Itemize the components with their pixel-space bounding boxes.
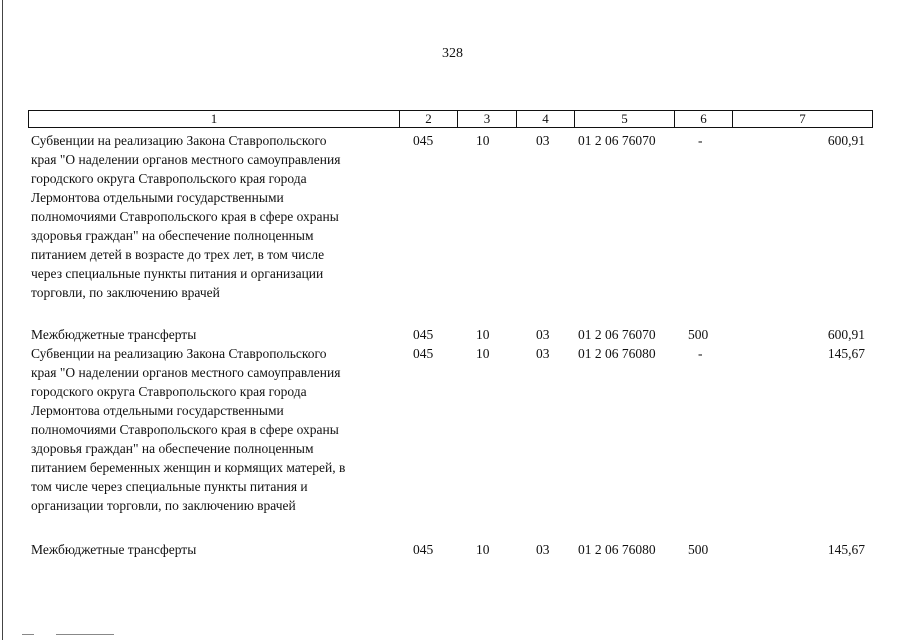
page-left-edge [2,0,3,640]
row-col-3: 10 [476,327,490,342]
row-col-3: 10 [476,133,490,148]
header-row [29,111,873,128]
column-header-table [28,110,873,128]
row-col-7: 145,67 [827,542,865,557]
header-col-2: 2 [400,111,458,128]
header-col-4: 4 [517,111,575,128]
header-col-3: 3 [458,111,517,128]
row-col-7: 145,67 [827,346,865,361]
header-col-1: 1 [29,111,400,128]
row-col-4: 03 [536,133,550,148]
row-col-3: 10 [476,542,490,557]
row-col-4: 03 [536,327,550,342]
row-col-7: 600,91 [827,327,865,342]
row-col-2: 045 [413,327,434,342]
header-col-7: 7 [733,111,873,128]
header-col-6: 6 [675,111,733,128]
row-col-5: 01 2 06 76080 [578,542,656,557]
row-col-5: 01 2 06 76070 [578,327,656,342]
row-col-3: 10 [476,346,490,361]
row-col-5: 01 2 06 76080 [578,346,656,361]
row-description: Субвенции на реализацию Закона Ставропольского края "О наделении органов местного самоуправления городского округа Ставропольского края города Лермонтова отдельными государственными полномочиями Ставропольского края в сфере охраны здоровья граждан" на обеспечение полноценным питанием беременных женщин и кормящих матерей, в том числе через специальные пункты питания и организации торговли, по заключению врачей [31,346,346,513]
row-col-4: 03 [536,346,550,361]
row-col-5: 01 2 06 76070 [578,133,656,148]
row-description: Субвенции на реализацию Закона Ставропольского края "О наделении органов местного самоуправления городского округа Ставропольского края города Лермонтова отдельными государственными полномочиями Ставропольского края в сфере охраны здоровья граждан" на обеспечение полноценным питанием детей в возрасте до трех лет, в том числе через специальные пункты питания и организации торговли, по заключению врачей [31,133,341,300]
scan-artifact-line [56,634,114,635]
row-col-7: 600,91 [827,133,865,148]
row-col-6: - [698,133,703,148]
row-description: Межбюджетные трансферты [31,327,197,342]
row-col-6: 500 [688,327,709,342]
row-description: Межбюджетные трансферты [31,542,197,557]
row-col-2: 045 [413,542,434,557]
page-number: 328 [442,46,463,61]
row-col-6: - [698,346,703,361]
row-col-2: 045 [413,133,434,148]
row-col-2: 045 [413,346,434,361]
row-col-6: 500 [688,542,709,557]
scan-artifact-line [22,634,34,635]
row-col-4: 03 [536,542,550,557]
header-col-5: 5 [575,111,675,128]
